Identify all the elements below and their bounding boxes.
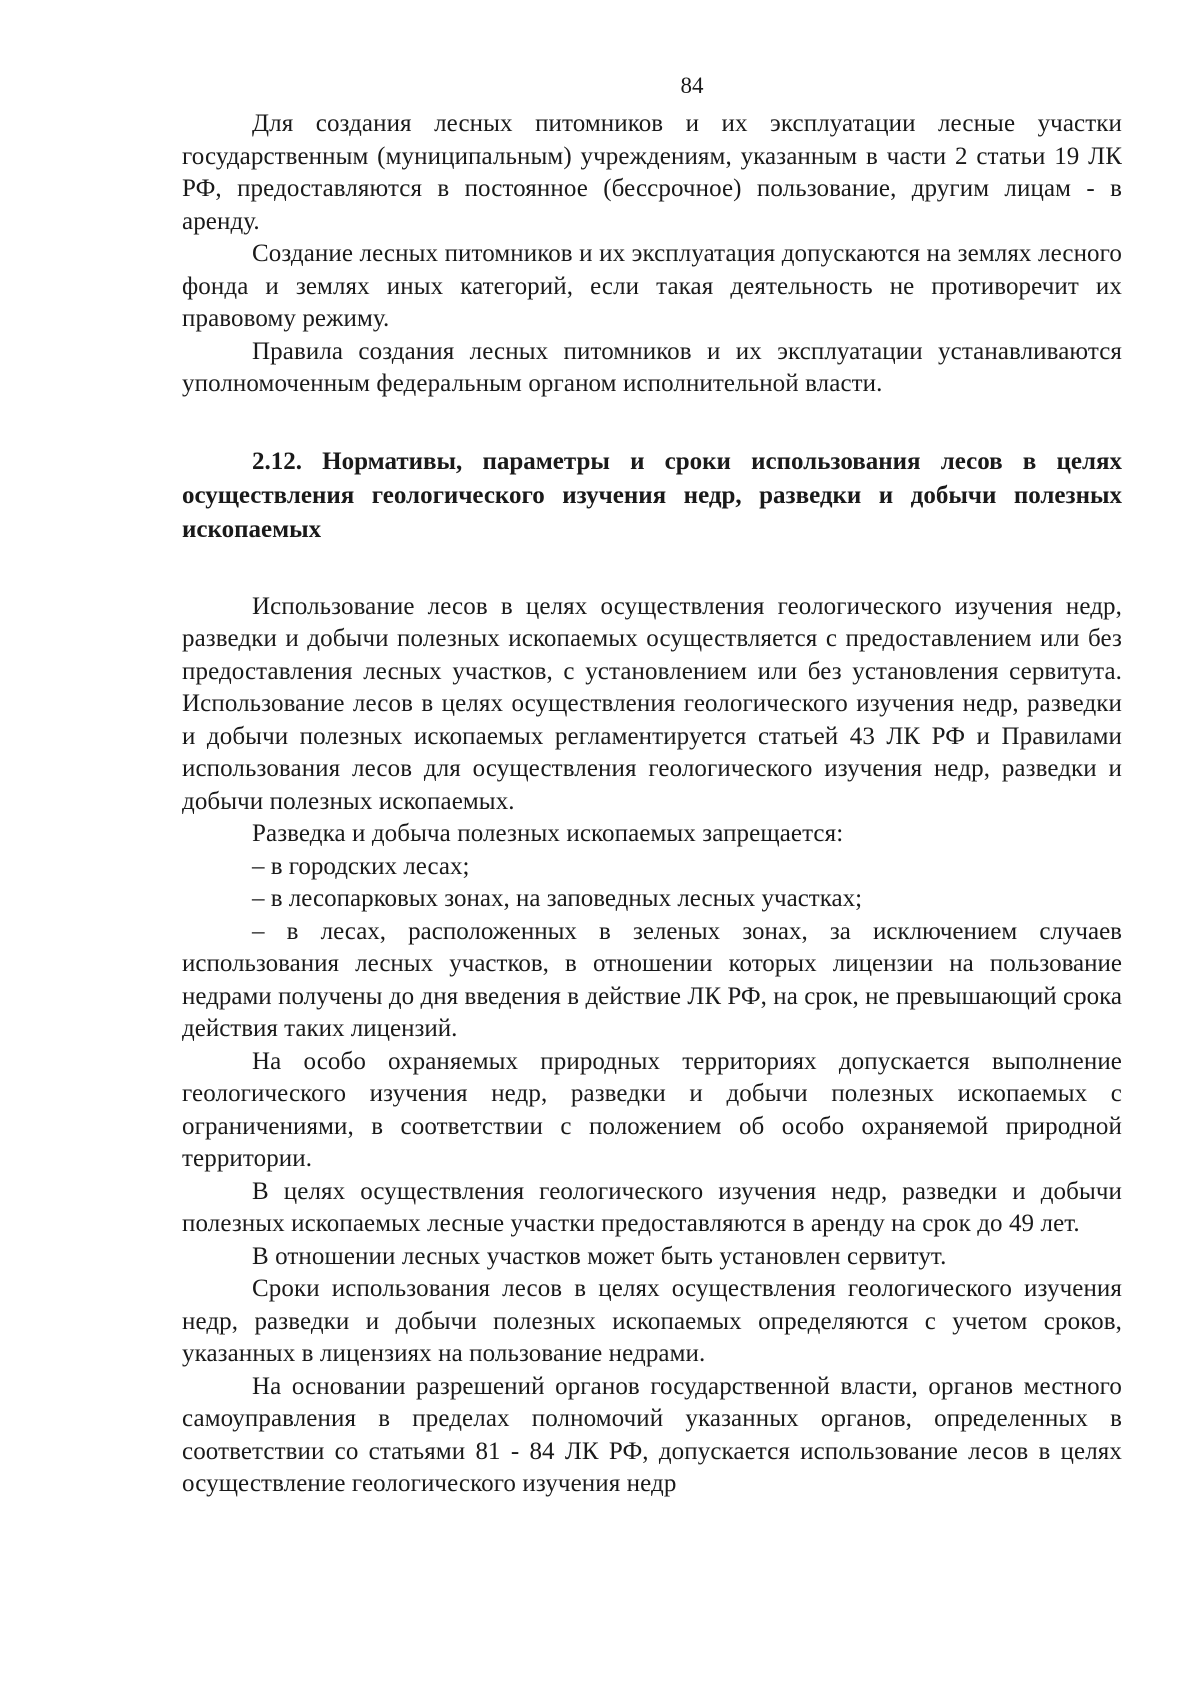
paragraph-nurseries-rules: Правила создания лесных питомников и их эксплуатации устанавливаются уполномоченным федеральным органом исполнительной власти. xyxy=(182,337,1122,397)
paragraph-servitude: В отношении лесных участков может быть установлен сервитут. xyxy=(252,1242,947,1270)
paragraph-nurseries-lease: Для создания лесных питомников и их эксплуатации лесные участки государственным (муниципальным) учреждениям, указанным в части 2 статьи 19 ЛК РФ, предоставляются в постоянное (бессрочное) пользование, другим лицам - в аренду. xyxy=(182,110,1122,235)
page-number: 84 xyxy=(680,73,704,98)
paragraph-protected-areas: На особо охраняемых природных территориях допускается выполнение геологического изучения недр, разведки и добычи полезных ископаемых с ограничениями, в соответствии с положением об особо охраняемой природной территории. xyxy=(182,1047,1122,1172)
paragraph-lease-term: В целях осуществления геологического изучения недр, разведки и добычи полезных ископаемых лесные участки предоставляются в аренду на срок до 49 лет. xyxy=(182,1177,1122,1237)
paragraph-prohibition-intro: Разведка и добыча полезных ископаемых запрещается: xyxy=(252,820,844,847)
paragraph-permits: На основании разрешений органов государственной власти, органов местного самоуправления в пределах полномочий указанных органов, определенных в соответствии со статьями 81 - 84 ЛК РФ, допускается использование лесов в целях осуществление геологического изучения недр xyxy=(182,1372,1122,1497)
bottom-paragraphs xyxy=(182,1046,1122,1501)
top-paragraphs xyxy=(182,108,1122,401)
paragraph-nurseries-lands: Создание лесных питомников и их эксплуатация допускаются на землях лесного фонда и землях иных категорий, если такая деятельность не противоречит их правовому режиму. xyxy=(182,240,1122,332)
list-item: – в лесопарковых зонах, на заповедных лесных участках; xyxy=(252,885,863,912)
prohibition-list xyxy=(182,851,1122,1046)
main-paragraphs xyxy=(182,591,1122,851)
list-item: – в лесах, расположенных в зеленых зонах, за исключением случаев использования лесных участков, в отношении которых лицензии на пользование недрами получены до дня введения в действие ЛК РФ, на срок, не превышающий срока действия таких лицензий. xyxy=(182,917,1122,1042)
list-item: – в городских лесах; xyxy=(252,852,470,880)
paragraph-use-terms: Сроки использования лесов в целях осуществления геологического изучения недр, разведки и добычи полезных ископаемых определяются с учетом сроков, указанных в лицензиях на пользование недрами. xyxy=(182,1275,1122,1367)
section-heading: 2.12. Нормативы, параметры и сроки использования лесов в целях осуществления геологического изучения недр, разведки и добычи полезных ископаемых xyxy=(182,447,1122,543)
paragraph-forest-use-geology: Использование лесов в целях осуществления геологического изучения недр, разведки и добычи полезных ископаемых осуществляется с предоставлением или без предоставления лесных участков, с установлением или без установления сервитута. Использование лесов в целях осуществления геологического изучения недр, разведки и добычи полезных ископаемых регламентируется статьей 43 ЛК РФ и Правилами использования лесов для осуществления геологического изучения недр, разведки и добычи полезных ископаемых. xyxy=(182,592,1122,815)
document-page xyxy=(182,70,1122,1501)
